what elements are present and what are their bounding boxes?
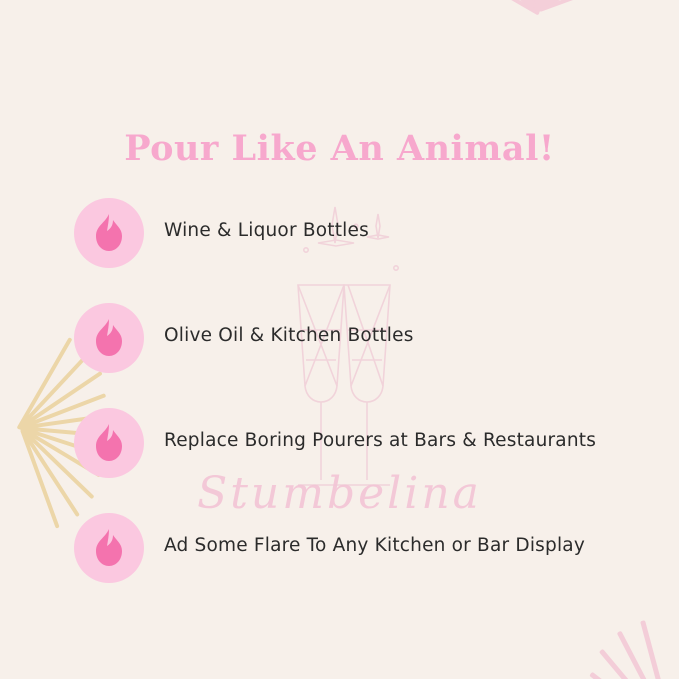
flame-badge bbox=[74, 513, 144, 583]
flame-badge bbox=[74, 198, 144, 268]
page-title: Pour Like An Animal! bbox=[124, 128, 555, 169]
flame-badge bbox=[74, 303, 144, 373]
feature-label: Ad Some Flare To Any Kitchen or Bar Display bbox=[164, 535, 585, 556]
list-item bbox=[74, 513, 634, 618]
flame-icon bbox=[92, 423, 126, 463]
flame-icon bbox=[92, 318, 126, 358]
sunburst-top-icon bbox=[430, 0, 650, 122]
feature-label: Wine & Liquor Bottles bbox=[164, 220, 369, 241]
flame-icon bbox=[92, 528, 126, 568]
sunburst-bottom-right-icon bbox=[566, 626, 679, 679]
feature-label: Replace Boring Pourers at Bars & Restaurants bbox=[164, 430, 597, 451]
brand-script-watermark: Stumbelina bbox=[197, 468, 482, 519]
feature-list bbox=[74, 198, 634, 618]
feature-label: Olive Oil & Kitchen Bottles bbox=[164, 325, 414, 346]
list-item bbox=[74, 198, 634, 303]
list-item bbox=[74, 303, 634, 408]
flame-icon bbox=[92, 213, 126, 253]
flame-badge bbox=[74, 408, 144, 478]
list-item bbox=[74, 408, 634, 513]
